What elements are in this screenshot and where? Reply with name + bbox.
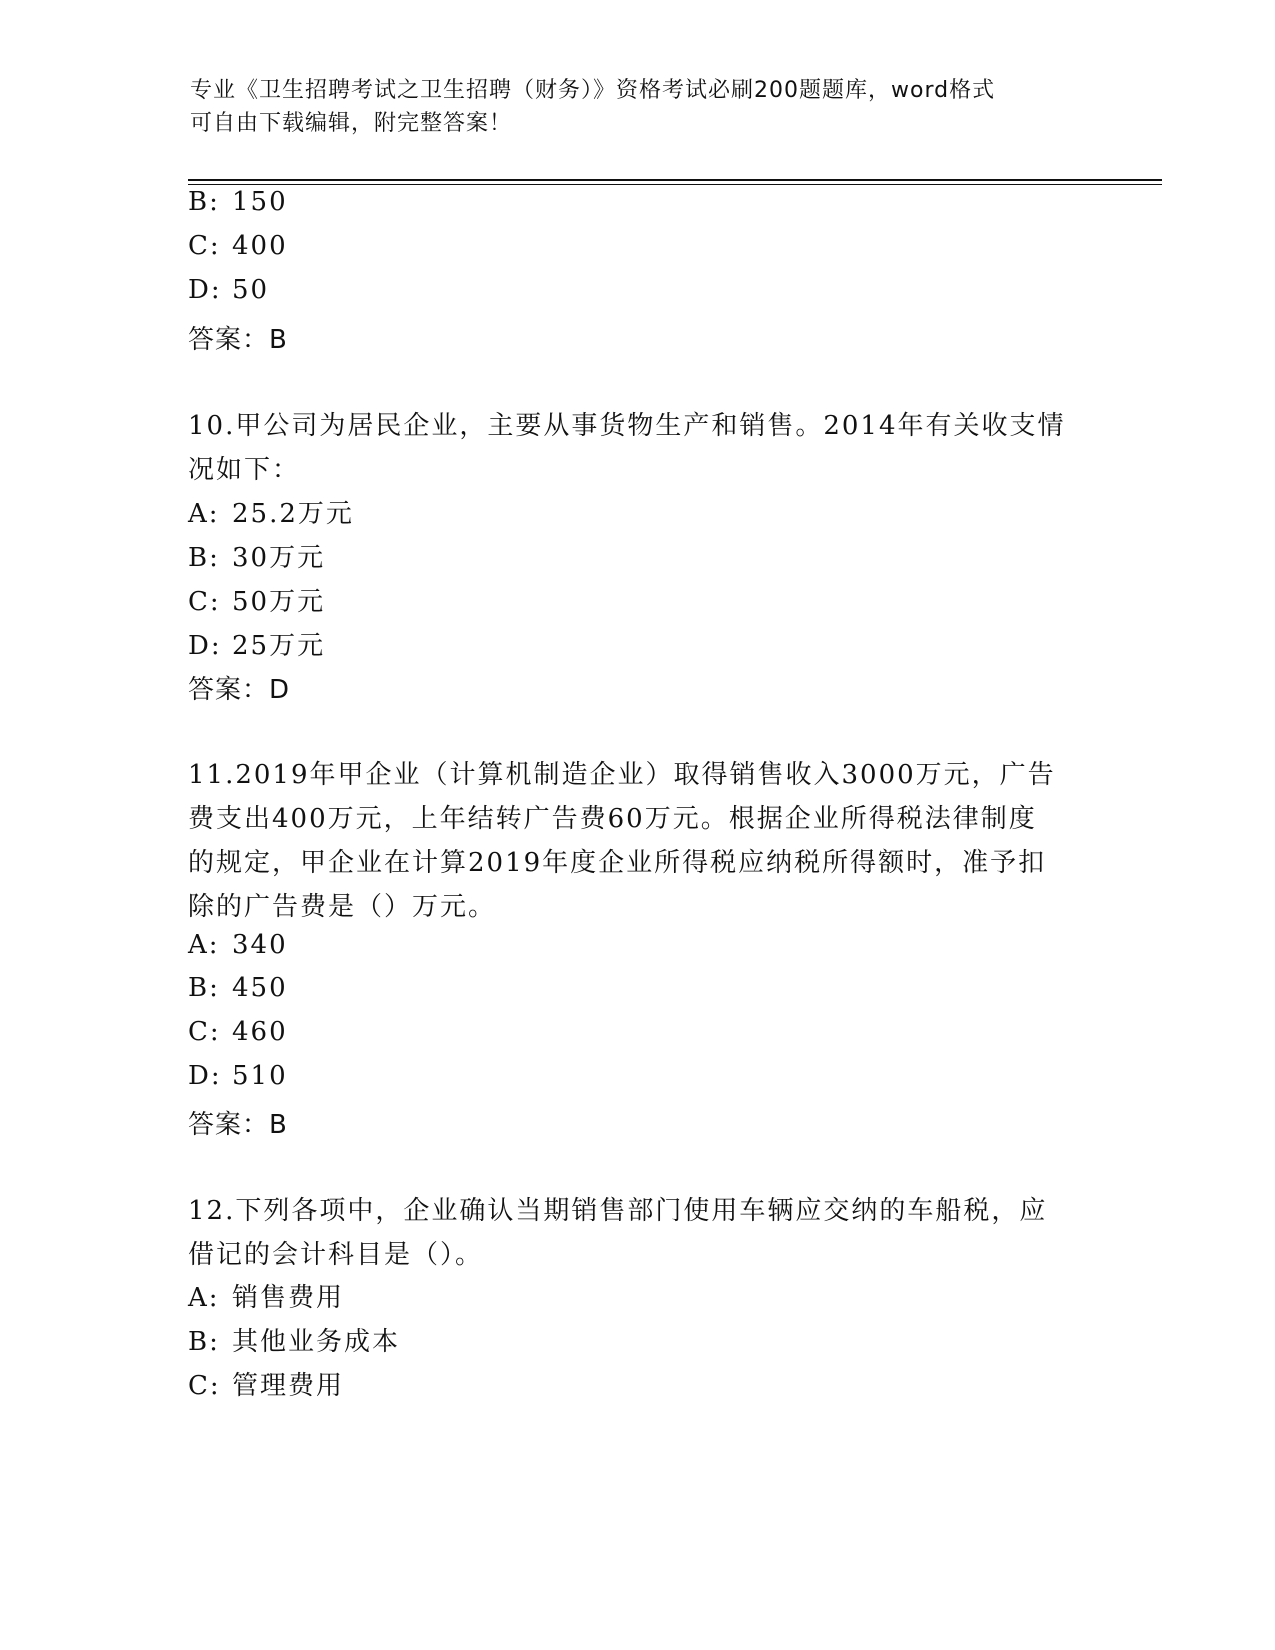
option-a: A: 340 bbox=[188, 930, 288, 960]
option-c: C: 460 bbox=[188, 1017, 288, 1047]
header-title-line-1: 专业《卫生招聘考试之卫生招聘（财务）》资格考试必刷200题题库，word格式 bbox=[190, 78, 996, 103]
option-c: C: 管理费用 bbox=[188, 1371, 345, 1401]
option-c: C: 400 bbox=[188, 231, 288, 261]
option-a: A: 销售费用 bbox=[188, 1283, 345, 1313]
question-12-stem-line: 12.下列各项中，企业确认当期销售部门使用车辆应交纳的车船税，应 bbox=[188, 1196, 1048, 1226]
option-b: B: 30万元 bbox=[188, 543, 326, 573]
option-a: A: 25.2万元 bbox=[188, 499, 354, 529]
question-11-stem-line: 费支出400万元，上年结转广告费60万元。根据企业所得税法律制度 bbox=[188, 804, 1037, 834]
option-b: B: 其他业务成本 bbox=[188, 1327, 401, 1357]
header-title-line-2: 可自由下载编辑，附完整答案！ bbox=[190, 111, 513, 136]
answer-line: 答案：B bbox=[188, 1110, 288, 1140]
option-b: B: 150 bbox=[188, 187, 288, 217]
option-d: D: 50 bbox=[188, 275, 270, 305]
option-d: D: 510 bbox=[188, 1061, 288, 1091]
header-divider-thin bbox=[188, 184, 1162, 185]
question-10-stem-line: 况如下： bbox=[188, 455, 301, 485]
document-header bbox=[190, 74, 1090, 140]
answer-line: 答案：B bbox=[188, 325, 288, 355]
question-12-stem-line: 借记的会计科目是（）。 bbox=[188, 1240, 484, 1270]
answer-line: 答案：D bbox=[188, 675, 291, 705]
option-c: C: 50万元 bbox=[188, 587, 326, 617]
header-divider-thick bbox=[188, 179, 1162, 181]
question-11-stem-line: 11.2019年甲企业（计算机制造企业）取得销售收入3000万元，广告 bbox=[188, 760, 1056, 790]
question-11-stem-line: 的规定，甲企业在计算2019年度企业所得税应纳税所得额时，准予扣 bbox=[188, 848, 1047, 878]
option-d: D: 25万元 bbox=[188, 631, 326, 661]
question-11-stem-line: 除的广告费是（）万元。 bbox=[188, 892, 497, 922]
question-10-stem-line: 10.甲公司为居民企业，主要从事货物生产和销售。2014年有关收支情 bbox=[188, 411, 1066, 441]
option-b: B: 450 bbox=[188, 973, 288, 1003]
